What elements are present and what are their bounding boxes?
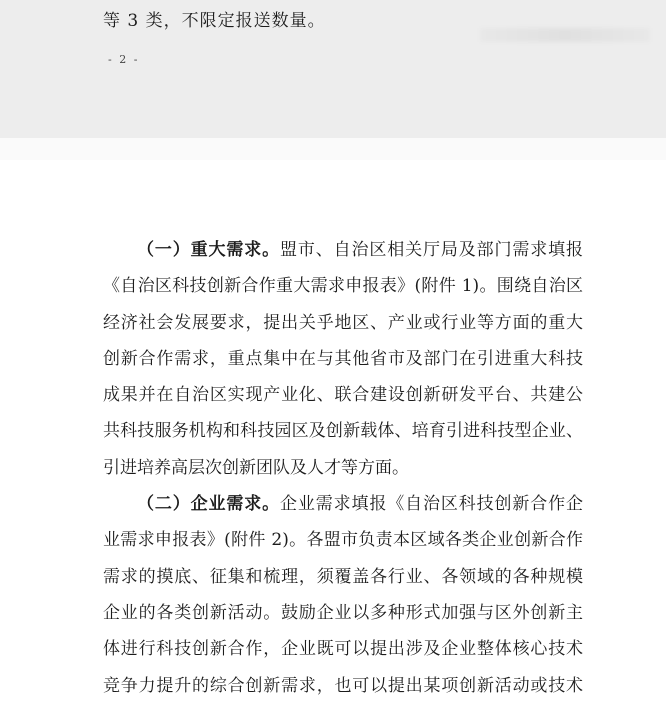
paragraph-line: 竞争力提升的综合创新需求，也可以提出某项创新活动或技术	[103, 675, 583, 696]
paragraph-line: 共科技服务机构和科技园区及创新载体、培育引进科技型企业、	[103, 421, 583, 442]
page-gap	[0, 138, 666, 160]
section-paragraph-line	[103, 232, 583, 268]
section-heading-major-needs: （一）重大需求。	[137, 240, 280, 260]
paragraph-line: 企业的各类创新活动。鼓励企业以多种形式加强与区外创新主	[103, 602, 583, 623]
section-heading-enterprise-needs: （二）企业需求。	[137, 494, 280, 515]
paragraph-line: 业需求申报表》(附件 2)。各盟市负责本区域各类企业创新合作	[103, 530, 583, 551]
previous-page-last-line: 等 3 类，不限定报送数量。	[103, 11, 326, 31]
paragraph-text: 盟市、自治区相关厅局及部门需求填报	[280, 240, 583, 260]
paragraph-line: 经济社会发展要求，提出关乎地区、产业或行业等方面的重大	[103, 312, 583, 333]
paragraph-line: 引进培养高层次创新团队及人才等方面。	[103, 457, 409, 478]
paragraph-line: 成果并在自治区实现产业化、联合建设创新研发平台、共建公	[103, 385, 583, 406]
section-paragraph-line	[103, 486, 583, 522]
paragraph-line: 《自治区科技创新合作重大需求申报表》(附件 1)。围绕自治区	[103, 276, 583, 297]
paragraph-line: 创新合作需求，重点集中在与其他省市及部门在引进重大科技	[103, 348, 583, 369]
bleed-through-text	[480, 28, 650, 42]
previous-page-fragment	[0, 0, 666, 138]
page-number: - 2 -	[108, 53, 140, 66]
paragraph-line: 需求的摸底、征集和梳理，须覆盖各行业、各领域的各种规模	[103, 566, 583, 587]
document-body	[103, 232, 583, 704]
paragraph-line: 体进行科技创新合作，企业既可以提出涉及企业整体核心技术	[103, 639, 583, 660]
paragraph-text: 企业需求填报《自治区科技创新合作企	[280, 494, 583, 515]
